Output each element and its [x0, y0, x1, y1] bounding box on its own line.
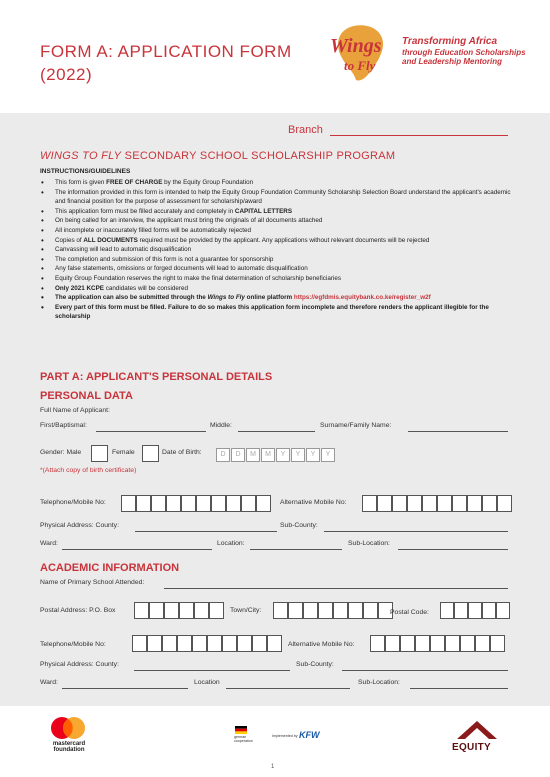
alt-mobile-cell[interactable] — [437, 495, 452, 512]
logo-tagline-1: Transforming Africa — [402, 36, 498, 47]
logo-tagline-2 — [402, 48, 526, 66]
postal-code-cell[interactable] — [440, 602, 454, 619]
alt-mobile-cell[interactable] — [467, 495, 482, 512]
academic-alt-mobile-cell[interactable] — [385, 635, 400, 652]
academic-telephone-cell[interactable] — [147, 635, 162, 652]
telephone-cell[interactable] — [226, 495, 241, 512]
postal-box-cell[interactable] — [194, 602, 209, 619]
academic-location-field[interactable] — [226, 688, 350, 689]
german-flag-icon — [235, 726, 247, 734]
telephone-cell[interactable] — [256, 495, 271, 512]
academic-location-label: Location — [194, 679, 220, 686]
academic-sub-location-field[interactable] — [410, 688, 508, 689]
county-label: Physical Address: County: — [40, 522, 119, 529]
german-word: german — [234, 735, 247, 739]
sub-county-field[interactable] — [324, 531, 508, 532]
alt-mobile-cell[interactable] — [452, 495, 467, 512]
postal-box-cell[interactable] — [134, 602, 149, 619]
middle-name-label: Middle: — [210, 422, 232, 429]
telephone-cell[interactable] — [241, 495, 256, 512]
gender-female-checkbox[interactable] — [142, 445, 159, 462]
branch-label: Branch — [288, 124, 323, 136]
personal-data-heading: PERSONAL DATA — [40, 390, 133, 402]
equity-roof-icon — [455, 719, 499, 741]
primary-school-field[interactable] — [164, 588, 508, 589]
postal-code-cell[interactable] — [468, 602, 482, 619]
equity-logo-text: EQUITY — [452, 742, 492, 753]
instruction-item: • Copies of ALL DOCUMENTS required must be provided by the applicant. Any applications without relevant documents will be rejected — [40, 236, 518, 246]
dob-cell[interactable]: M — [261, 448, 275, 462]
surname-label: Surname/Family Name: — [320, 422, 392, 429]
town-cell[interactable] — [348, 602, 363, 619]
instruction-item: • All incomplete or inaccurately filled forms will be automatically rejected — [40, 226, 518, 236]
kfw-logo: KFW — [299, 730, 320, 740]
academic-telephone-cell[interactable] — [267, 635, 282, 652]
instruction-item: • Equity Group Foundation reserves the right to make the final determination of scholarship beneficiaries — [40, 274, 518, 284]
instruction-item: • The information provided in this form is intended to help the Equity Group Foundation Community Scholarship Selection Board understand the applicant's academic and financial position for the purpose of assessment for scholarship/award — [40, 188, 518, 207]
logo-word-wings: Wings — [330, 35, 382, 57]
mastercard-foundation-text — [44, 741, 94, 753]
dob-label: Date of Birth: — [162, 449, 202, 456]
dob-cell[interactable]: Y — [276, 448, 290, 462]
part-a-heading: PART A: APPLICANT'S PERSONAL DETAILS — [40, 371, 273, 383]
program-title-italic: WINGS TO FLY — [40, 150, 122, 162]
academic-telephone-cell[interactable] — [162, 635, 177, 652]
mastercard-logo-icon — [49, 716, 87, 740]
instruction-item-online: • The application can also be submitted through the Wings to Fly online platform https://egfdmis.equitybank.co.ke/register_w2f — [40, 293, 518, 303]
mastercard-word: mastercard — [52, 741, 86, 747]
sub-location-label: Sub-Location: — [348, 540, 390, 547]
academic-ward-label: Ward: — [40, 679, 58, 686]
telephone-cell[interactable] — [211, 495, 226, 512]
academic-telephone-cell[interactable] — [222, 635, 237, 652]
alt-mobile-cell[interactable] — [407, 495, 422, 512]
postal-code-label: Postal Code: — [390, 609, 429, 616]
postal-box-cell[interactable] — [164, 602, 179, 619]
instruction-item: • On being called for an interview, the applicant must bring the originals of all documents attached — [40, 216, 518, 226]
primary-school-label: Name of Primary School Attended: — [40, 579, 145, 586]
form-title — [40, 40, 292, 86]
alt-mobile-cell[interactable] — [362, 495, 377, 512]
alt-mobile-cell[interactable] — [422, 495, 437, 512]
postal-code-cell[interactable] — [496, 602, 510, 619]
foundation-word: foundation — [53, 747, 85, 753]
academic-telephone-cell[interactable] — [252, 635, 267, 652]
alt-mobile-cell[interactable] — [482, 495, 497, 512]
academic-sub-county-field[interactable] — [342, 670, 508, 671]
middle-name-field[interactable] — [238, 431, 315, 432]
town-cell[interactable] — [273, 602, 288, 619]
postal-box-cell[interactable] — [149, 602, 164, 619]
academic-alt-mobile-cell[interactable] — [460, 635, 475, 652]
location-field[interactable] — [250, 549, 342, 550]
instruction-item: • Only 2021 KCPE candidates will be considered — [40, 284, 518, 294]
dob-cell[interactable]: Y — [321, 448, 335, 462]
postal-code-cell[interactable] — [454, 602, 468, 619]
german-cooperation-text — [234, 735, 253, 743]
dob-cell[interactable]: D — [231, 448, 245, 462]
academic-telephone-cell[interactable] — [207, 635, 222, 652]
surname-field[interactable] — [408, 431, 508, 432]
dob-cell[interactable]: D — [216, 448, 230, 462]
academic-alt-mobile-cell[interactable] — [445, 635, 460, 652]
alt-mobile-cell[interactable] — [392, 495, 407, 512]
logo-word-tofly: to Fly — [344, 58, 376, 73]
academic-county-field[interactable] — [134, 670, 290, 671]
instructions-list — [40, 178, 518, 322]
academic-alt-mobile-cell[interactable] — [490, 635, 505, 652]
logo-tagline-2a: through Education Scholarships — [402, 48, 526, 57]
location-label: Location: — [217, 540, 245, 547]
postal-box-label: Postal Address: P.O. Box — [40, 607, 116, 614]
first-name-label: First/Baptismal: — [40, 422, 87, 429]
form-title-line2: (2022) — [40, 65, 93, 84]
alt-mobile-label: Alternative Mobile No: — [280, 499, 347, 506]
ward-field[interactable] — [62, 549, 212, 550]
instruction-item: • Any false statements, omissions or forged documents will lead to automatic disqualification — [40, 264, 518, 274]
implemented-by-text: Implemented by — [272, 734, 298, 738]
program-title-rest: SECONDARY SCHOOL SCHOLARSHIP PROGRAM — [121, 150, 396, 162]
academic-alt-mobile-label: Alternative Mobile No: — [288, 641, 355, 648]
academic-alt-mobile-cell[interactable] — [400, 635, 415, 652]
telephone-cell[interactable] — [181, 495, 196, 512]
academic-telephone-cell[interactable] — [177, 635, 192, 652]
wings-to-fly-logo — [326, 22, 396, 84]
town-cell[interactable] — [333, 602, 348, 619]
town-cell[interactable] — [303, 602, 318, 619]
ward-label: Ward: — [40, 540, 58, 547]
postal-code-cell[interactable] — [482, 602, 496, 619]
page-number: 1 — [271, 764, 275, 770]
town-cell[interactable] — [363, 602, 378, 619]
town-cell[interactable] — [288, 602, 303, 619]
gender-male-checkbox[interactable] — [91, 445, 108, 462]
telephone-cell[interactable] — [196, 495, 211, 512]
instruction-item: • Canvassing will lead to automatic disqualification — [40, 245, 518, 255]
dob-cell[interactable]: M — [246, 448, 260, 462]
academic-sub-county-label: Sub-County: — [296, 661, 334, 668]
town-label: Town/City: — [230, 607, 262, 614]
online-platform-link[interactable]: https://egfdmis.equitybank.co.ke/register_w2f — [293, 294, 431, 302]
alt-mobile-cell[interactable] — [497, 495, 512, 512]
academic-alt-mobile-cell[interactable] — [430, 635, 445, 652]
telephone-label: Telephone/Mobile No: — [40, 499, 106, 506]
alt-mobile-cell[interactable] — [377, 495, 392, 512]
academic-alt-mobile-cell[interactable] — [415, 635, 430, 652]
gender-female-label: Female — [112, 449, 135, 456]
logo-tagline-2b: and Leadership Mentoring — [402, 57, 503, 66]
birth-certificate-note: *(Attach copy of birth certificate) — [40, 467, 137, 474]
telephone-cell[interactable] — [121, 495, 136, 512]
academic-heading: ACADEMIC INFORMATION — [40, 562, 180, 574]
county-field[interactable] — [135, 531, 277, 532]
instruction-item-final: • Every part of this form must be filled. Failure to do so makes this application form incomplete and therefore renders the applicant illegible for the scholarship — [40, 303, 518, 322]
academic-telephone-cell[interactable] — [192, 635, 207, 652]
first-name-field[interactable] — [96, 431, 206, 432]
instruction-item: • This form is given FREE OF CHARGE by the Equity Group Foundation — [40, 178, 518, 188]
academic-sub-location-label: Sub-Location: — [358, 679, 400, 686]
sub-county-label: Sub-County: — [280, 522, 318, 529]
instructions-heading: INSTRUCTIONS/GUIDELINES — [40, 168, 131, 175]
form-title-line1: FORM A: APPLICATION FORM — [40, 42, 292, 61]
sub-location-field[interactable] — [398, 549, 508, 550]
dob-cell[interactable]: Y — [291, 448, 305, 462]
instruction-item: • The completion and submission of this form is not a guarantee for sponsorship — [40, 255, 518, 265]
academic-alt-mobile-cell[interactable] — [370, 635, 385, 652]
gender-male-label: Gender: Male — [40, 449, 82, 456]
academic-ward-field[interactable] — [62, 688, 188, 689]
academic-telephone-label: Telephone/Mobile No: — [40, 641, 106, 648]
telephone-cell[interactable] — [151, 495, 166, 512]
postal-box-cell[interactable] — [209, 602, 224, 619]
academic-alt-mobile-cell[interactable] — [475, 635, 490, 652]
cooperation-word: cooperation — [234, 739, 253, 743]
town-cell[interactable] — [318, 602, 333, 619]
academic-county-label: Physical Address: County: — [40, 661, 119, 668]
telephone-cell[interactable] — [166, 495, 181, 512]
telephone-cell[interactable] — [136, 495, 151, 512]
branch-field[interactable] — [330, 135, 508, 136]
program-title — [40, 150, 395, 162]
dob-cell[interactable]: Y — [306, 448, 320, 462]
academic-telephone-cell[interactable] — [237, 635, 252, 652]
postal-box-cell[interactable] — [179, 602, 194, 619]
academic-telephone-cell[interactable] — [132, 635, 147, 652]
full-name-label: Full Name of Applicant: — [40, 407, 110, 414]
instruction-item: • This application form must be filled accurately and completely in CAPITAL LETTERS — [40, 207, 518, 217]
